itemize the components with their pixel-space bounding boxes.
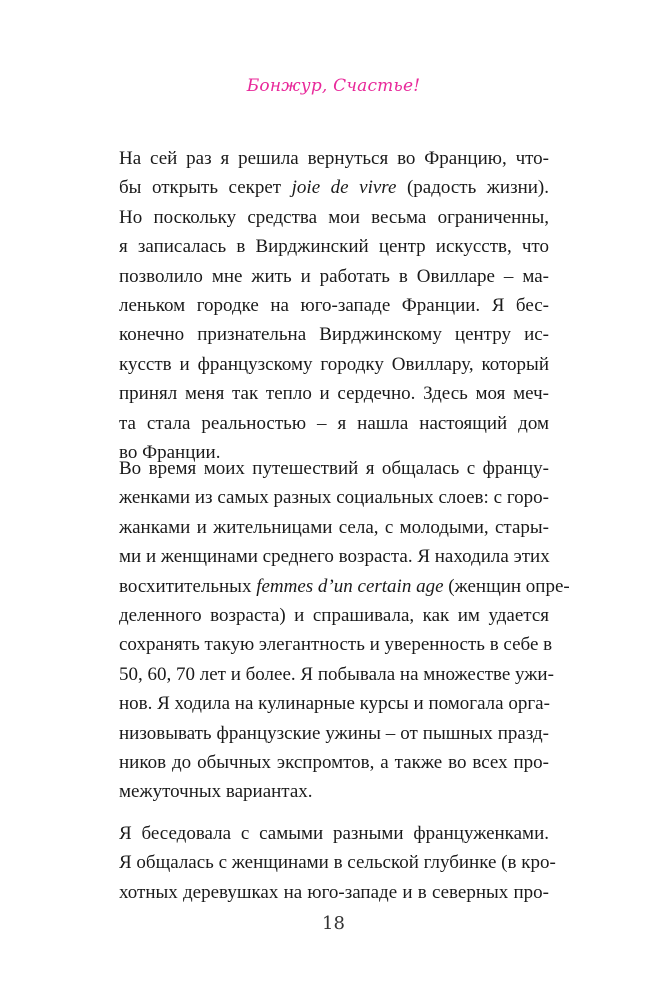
running-head: Бонжур, Счастье!: [246, 76, 421, 96]
text-line: жанками и жительницами села, с молодыми, стары-: [119, 516, 549, 538]
text-line: Я общалась с женщинами в сельской глубинке (в кро-: [119, 852, 556, 874]
text-fragment: (радость жизни).: [396, 177, 550, 199]
text-line: сохранять такую элегантность и уверенность в себе в: [119, 634, 553, 656]
text-line: низовывать французские ужины – от пышных празд-: [119, 722, 549, 744]
text-line: деленного возраста) и спрашивала, как им удается: [119, 605, 549, 627]
text-fragment: (женщин опре-: [443, 575, 570, 597]
text-line: На сей раз я решила вернуться во Францию, что-: [119, 148, 549, 169]
text-fragment: восхитительных: [119, 575, 257, 597]
text-line: во Франции.: [119, 442, 221, 464]
italic-phrase: joie de vivre: [291, 177, 397, 199]
text-line: 50, 60, 70 лет и более. Я побывала на множестве ужи-: [119, 663, 554, 685]
text-line: [119, 173, 549, 202]
text-line: Во время моих путешествий я общалась с францу-: [119, 458, 549, 479]
text-line: кусств и французскому городку Овиллару, который: [119, 353, 549, 375]
text-line: Но поскольку средства мои весьма ограниченны,: [119, 206, 549, 228]
text-line: леньком городке на юго-западе Франции. Я бес-: [119, 295, 549, 317]
italic-phrase: femmes d’un certain age: [256, 575, 444, 597]
text-line: конечно признательна Вирджинскому центру ис-: [119, 324, 549, 346]
text-line: межуточных вариантах.: [119, 781, 313, 803]
text-line: ников до обычных экспромтов, а также во всех про-: [119, 752, 549, 774]
text-line: женками из самых разных социальных слоев: с горо-: [119, 487, 549, 509]
text-line: та стала реальностью – я нашла настоящий дом: [119, 412, 549, 434]
text-line: нов. Я ходила на кулинарные курсы и помогала орга-: [119, 693, 550, 715]
paragraph-3: [119, 819, 556, 907]
text-line: позволило мне жить и работать в Овилларе – ма-: [119, 265, 549, 287]
paragraph-2: [119, 454, 570, 807]
text-line: принял меня так тепло и сердечно. Здесь моя меч-: [119, 383, 549, 405]
text-line: Я беседовала с самыми разными француженками.: [119, 823, 549, 844]
text-fragment: бы открыть секрет: [119, 177, 292, 199]
paragraph-1: [119, 144, 549, 467]
text-line: ми и женщинами среднего возраста. Я находила этих: [119, 546, 550, 568]
text-line: хотных деревушках на юго-западе и в северных про-: [119, 881, 549, 903]
text-line: я записалась в Вирджинский центр искусств, что: [119, 236, 549, 258]
page-number: 18: [322, 913, 345, 934]
text-line: [119, 572, 570, 601]
